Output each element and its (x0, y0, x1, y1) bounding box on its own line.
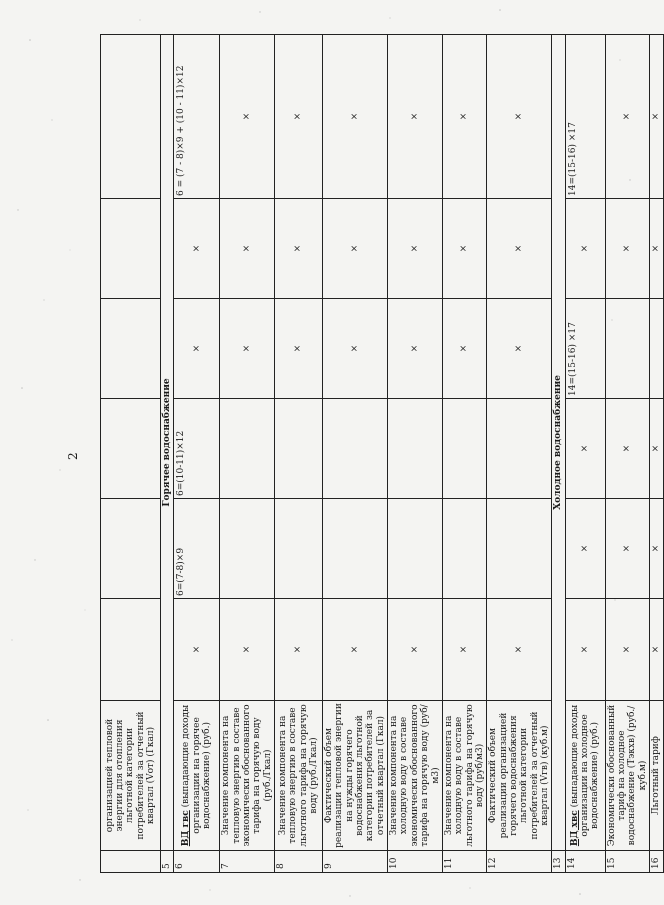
section-header-row (552, 35, 565, 873)
cell (388, 399, 443, 499)
row-description: ВД гвс (выпадающие доходы организации на горячее водоснабжение) (руб.) (174, 701, 220, 851)
row-description: Значение компонента на тепловую энергию в составе льготного тарифа на горячую воду (руб./Гкал) (275, 701, 323, 851)
formula-cell: 6 = (7 - 8)×9 + (10 - 11)×12 (174, 35, 220, 199)
row-number: 12 (487, 851, 552, 873)
cell (487, 399, 552, 499)
table-row (101, 35, 161, 873)
row-description: ВД хвс (выпадающие доходы организации на холодное водоснабжение) (руб.) (565, 701, 605, 851)
table-row (323, 35, 388, 873)
table-row (220, 35, 275, 873)
cell (605, 299, 649, 399)
table-row (275, 35, 323, 873)
cell: × (487, 599, 552, 701)
table-row (605, 35, 649, 873)
cell: × (605, 399, 649, 499)
cell: × (487, 35, 552, 199)
table-row (650, 35, 664, 873)
cell: × (565, 399, 605, 499)
cell: × (650, 199, 664, 299)
cell (487, 499, 552, 599)
cell (220, 399, 275, 499)
table-row (442, 35, 486, 873)
cell: × (605, 499, 649, 599)
cell (442, 499, 486, 599)
row-description: Значение компонента на тепловую энергию в составе экономически обоснованного тарифа на горячую воду (руб./Гкал) (220, 701, 275, 851)
cell: × (487, 299, 552, 399)
cell (275, 499, 323, 599)
cell: × (650, 399, 664, 499)
cell: × (275, 299, 323, 399)
page-number: 2 (66, 452, 80, 460)
cell (650, 299, 664, 399)
cell: × (388, 35, 443, 199)
row-number: 16 (650, 851, 664, 873)
cell: × (388, 199, 443, 299)
subsidy-calculation-table (100, 34, 664, 873)
cell: × (605, 199, 649, 299)
section-header-row (161, 35, 174, 873)
table-row (388, 35, 443, 873)
row-description: Фактический объем реализации организацией горячего водоснабжения льготной категории потребителей за отчетный квартал (Vгв) (куб.м) (487, 701, 552, 851)
row-description: Фактический объем реализации тепловой энергии на нужды горячего водоснабжения льготной категории потребителей за отчетный квартал (Гкал) (323, 701, 388, 851)
formula-cell: 14=(15-16) ×17 (565, 299, 605, 399)
cell: × (565, 499, 605, 599)
cell: × (650, 35, 664, 199)
cell: × (388, 599, 443, 701)
row-description: Экономически обоснованный тариф на холодное водоснабжение (Тэкхв) (руб./куб.м) (605, 701, 649, 851)
row-number: 8 (275, 851, 323, 873)
cell: × (650, 499, 664, 599)
row-number: 14 (565, 851, 605, 873)
cell (275, 399, 323, 499)
cell: × (605, 35, 649, 199)
row-description: организацией тепловой энергии для отопления льготной категории потребителей за отчетный квартал (Vот) (Гкал) (101, 701, 161, 851)
cell: × (442, 199, 486, 299)
cell (323, 499, 388, 599)
table-row (487, 35, 552, 873)
cell: × (174, 599, 220, 701)
cell: × (220, 199, 275, 299)
row-number: 9 (323, 851, 388, 873)
cell: × (323, 199, 388, 299)
row-description: Значение компонента на холодную воду в составе экономически обоснованного тарифа на горячую воду (руб/м3) (388, 701, 443, 851)
cell: × (174, 299, 220, 399)
cell: × (650, 599, 664, 701)
cell (323, 399, 388, 499)
cell: × (565, 199, 605, 299)
row-number: 13 (552, 851, 565, 873)
cell: × (174, 199, 220, 299)
cell: × (275, 599, 323, 701)
formula-cell: 6=(10-11)×12 (174, 399, 220, 499)
row-number: 6 (174, 851, 220, 873)
row-number: 10 (388, 851, 443, 873)
cell: × (220, 599, 275, 701)
cell: × (605, 599, 649, 701)
row-description: Значение компонента на холодную воду в составе льготного тарифа на горячую воду (руб/м3) (442, 701, 486, 851)
cell (442, 399, 486, 499)
table-row (565, 35, 605, 873)
cell (220, 499, 275, 599)
cell (388, 499, 443, 599)
table-row (174, 35, 220, 873)
cell: × (442, 599, 486, 701)
cell: × (487, 199, 552, 299)
cell: × (220, 35, 275, 199)
formula-cell: 6=(7-8)×9 (174, 499, 220, 599)
section-title: Холодное водоснабжение (552, 35, 565, 851)
cell: × (323, 299, 388, 399)
section-title: Горячее водоснабжение (161, 35, 174, 851)
rotated-table-container (100, 35, 662, 873)
cell: × (220, 299, 275, 399)
cell: × (442, 35, 486, 199)
row-number: 15 (605, 851, 649, 873)
cell: × (323, 599, 388, 701)
row-description: Льготный тариф (650, 701, 664, 851)
cell: × (565, 599, 605, 701)
cell: × (442, 299, 486, 399)
row-number: 5 (161, 851, 174, 873)
cell: × (323, 35, 388, 199)
row-number: 11 (442, 851, 486, 873)
cell: × (275, 199, 323, 299)
cell: × (388, 299, 443, 399)
row-number: 7 (220, 851, 275, 873)
cell: × (275, 35, 323, 199)
formula-cell: 14=(15-16) ×17 (565, 35, 605, 199)
